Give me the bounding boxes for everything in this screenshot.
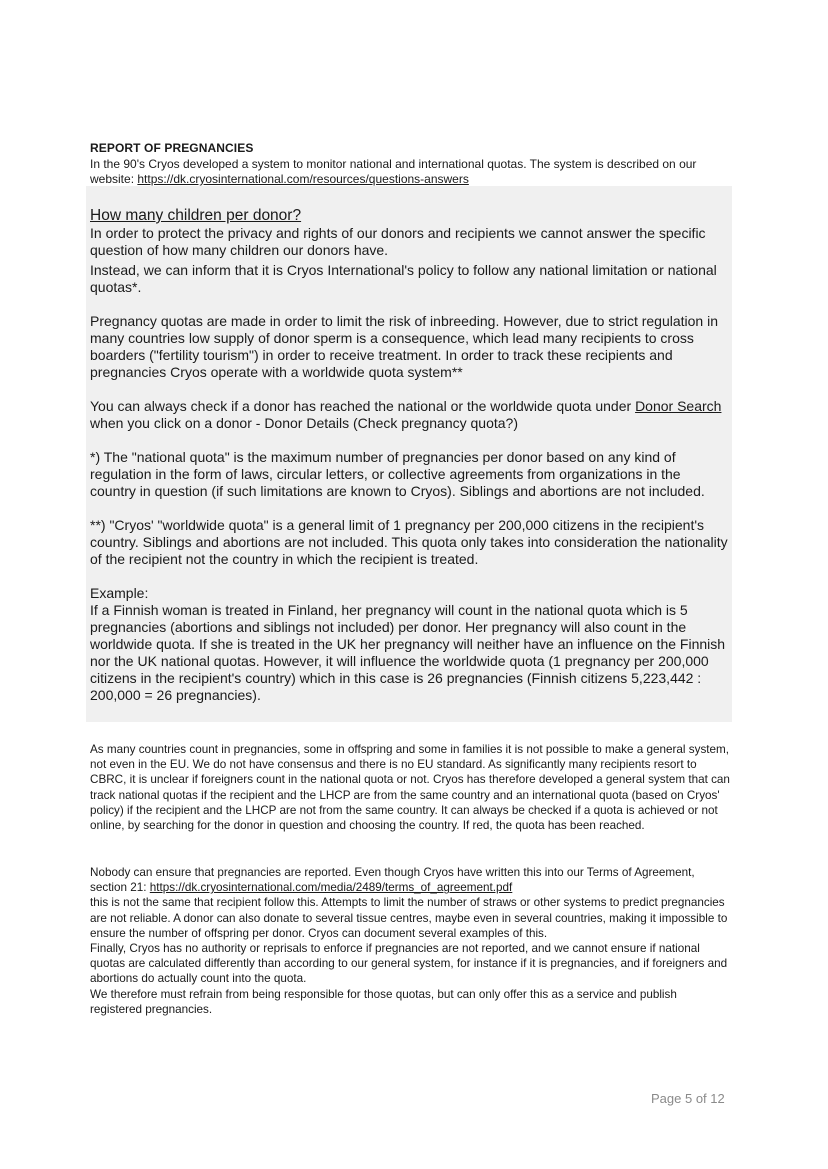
faq-paragraph-quotas: Pregnancy quotas are made in order to limit the risk of inbreeding. However, due to strict regulation in many countries low supply of donor sperm is a consequence, which lead many recipients to cross boarders ("fertility tourism") in order to receive treatment. In order to track these recipients and pregnancies Cryos operate with a worldwide quota system** [90, 313, 718, 380]
faq-example-label: Example: [90, 585, 149, 601]
faq-paragraph-check [90, 398, 730, 432]
faq-paragraph-privacy: In order to protect the privacy and rights of our donors and recipients we cannot answer the specific question of how many children our donors have. [90, 225, 706, 258]
terms-link[interactable]: https://dk.cryosinternational.com/media/2489/terms_of_agreement.pdf [149, 881, 513, 895]
donor-search-link[interactable]: Donor Search [635, 398, 722, 414]
body-block-reporting [90, 865, 732, 1017]
faq-link[interactable]: https://dk.cryosinternational.com/resources/questions-answers [137, 172, 469, 186]
faq-heading: How many children per donor? [90, 207, 302, 224]
body-paragraph-responsibility: We therefore must refrain from being responsible for those quotas, but can only offer this as a service and publish registered pregnancies. [90, 987, 677, 1016]
body-paragraph-attempts: this is not the same that recipient follow this. Attempts to limit the number of straws or other systems to predict pregnancies are not reliable. A donor can also donate to several tissue centres, maybe even in several countries, making it impossible to ensure the number of offspring per donor. Cryos can document several examples of this. [90, 896, 728, 940]
intro-paragraph [90, 157, 730, 187]
quoted-faq-box [86, 186, 732, 722]
faq-footnote-worldwide: **) "Cryos' "worldwide quota" is a general limit of 1 pregnancy per 200,000 citizens in the recipient's country. Siblings and abortions are not included. This quota only takes into consideration the nationality of the recipient not the country in which the recipient is treated. [90, 517, 728, 567]
check-text-before: You can always check if a donor has reached the national or the worldwide quota under [90, 398, 636, 414]
quoted-faq-content [90, 207, 730, 704]
section-title: REPORT OF PREGNANCIES [90, 141, 254, 155]
check-text-after: when you click on a donor - Donor Details (Check pregnancy quota?) [90, 415, 519, 431]
body-paragraph-terms [90, 865, 732, 895]
page-number: Page 5 of 12 [651, 1091, 725, 1106]
intro-text: In the 90's Cryos developed a system to monitor national and international quotas. The system is described on our website: [90, 157, 697, 186]
faq-footnote-national: *) The "national quota" is the maximum number of pregnancies per donor based on any kind of regulation in the form of laws, circular letters, or collective agreements from organizations in the country in question (if such limitations are known to Cryos). Siblings and abortions are not included. [90, 449, 705, 499]
faq-example-text: If a Finnish woman is treated in Finland, her pregnancy will count in the national quota which is 5 pregnancies (abortions and siblings not included) per donor. Her pregnancy will also count in the worldwide quota. If she is treated in the UK her pregnancy will neither have an influence on the Finnish nor the UK national quotas. However, it will influence the worldwide quota (1 pregnancy per 200,000 citizens in the recipient's country) which in this case is 26 pregnancies (Finnish citizens 5,223,442 : 200,000 = 26 pregnancies). [90, 602, 726, 703]
body-paragraph-authority: Finally, Cryos has no authority or reprisals to enforce if pregnancies are not reported, and we cannot ensure if national quotas are calculated differently than according to our general system, for instance if it is pregnancies, and if foreigners and abortions do actually count into the quota. [90, 942, 728, 986]
terms-text: Nobody can ensure that pregnancies are reported. Even though Cryos have written this into our Terms of Agreement, section 21: [90, 866, 695, 895]
body-paragraph-system: As many countries count in pregnancies, some in offspring and some in families it is not possible to make a general system, not even in the EU. We do not have consensus and there is no EU standard. As significantly many recipients resort to CBRC, it is unclear if foreigners count in the national quota or not. Cryos has therefore developed a general system that can track national quotas if the recipient and the LHCP are from the same country and an international quota (based on Cryos' policy) if the recipient and the LHCP are not from the same country. It can always be checked if a quota is achieved or not online, by searching for the donor in question and choosing the country. If red, the quota has been reached. [90, 743, 730, 833]
faq-paragraph-policy: Instead, we can inform that it is Cryos International's policy to follow any national limitation or national quotas*. [90, 262, 717, 295]
